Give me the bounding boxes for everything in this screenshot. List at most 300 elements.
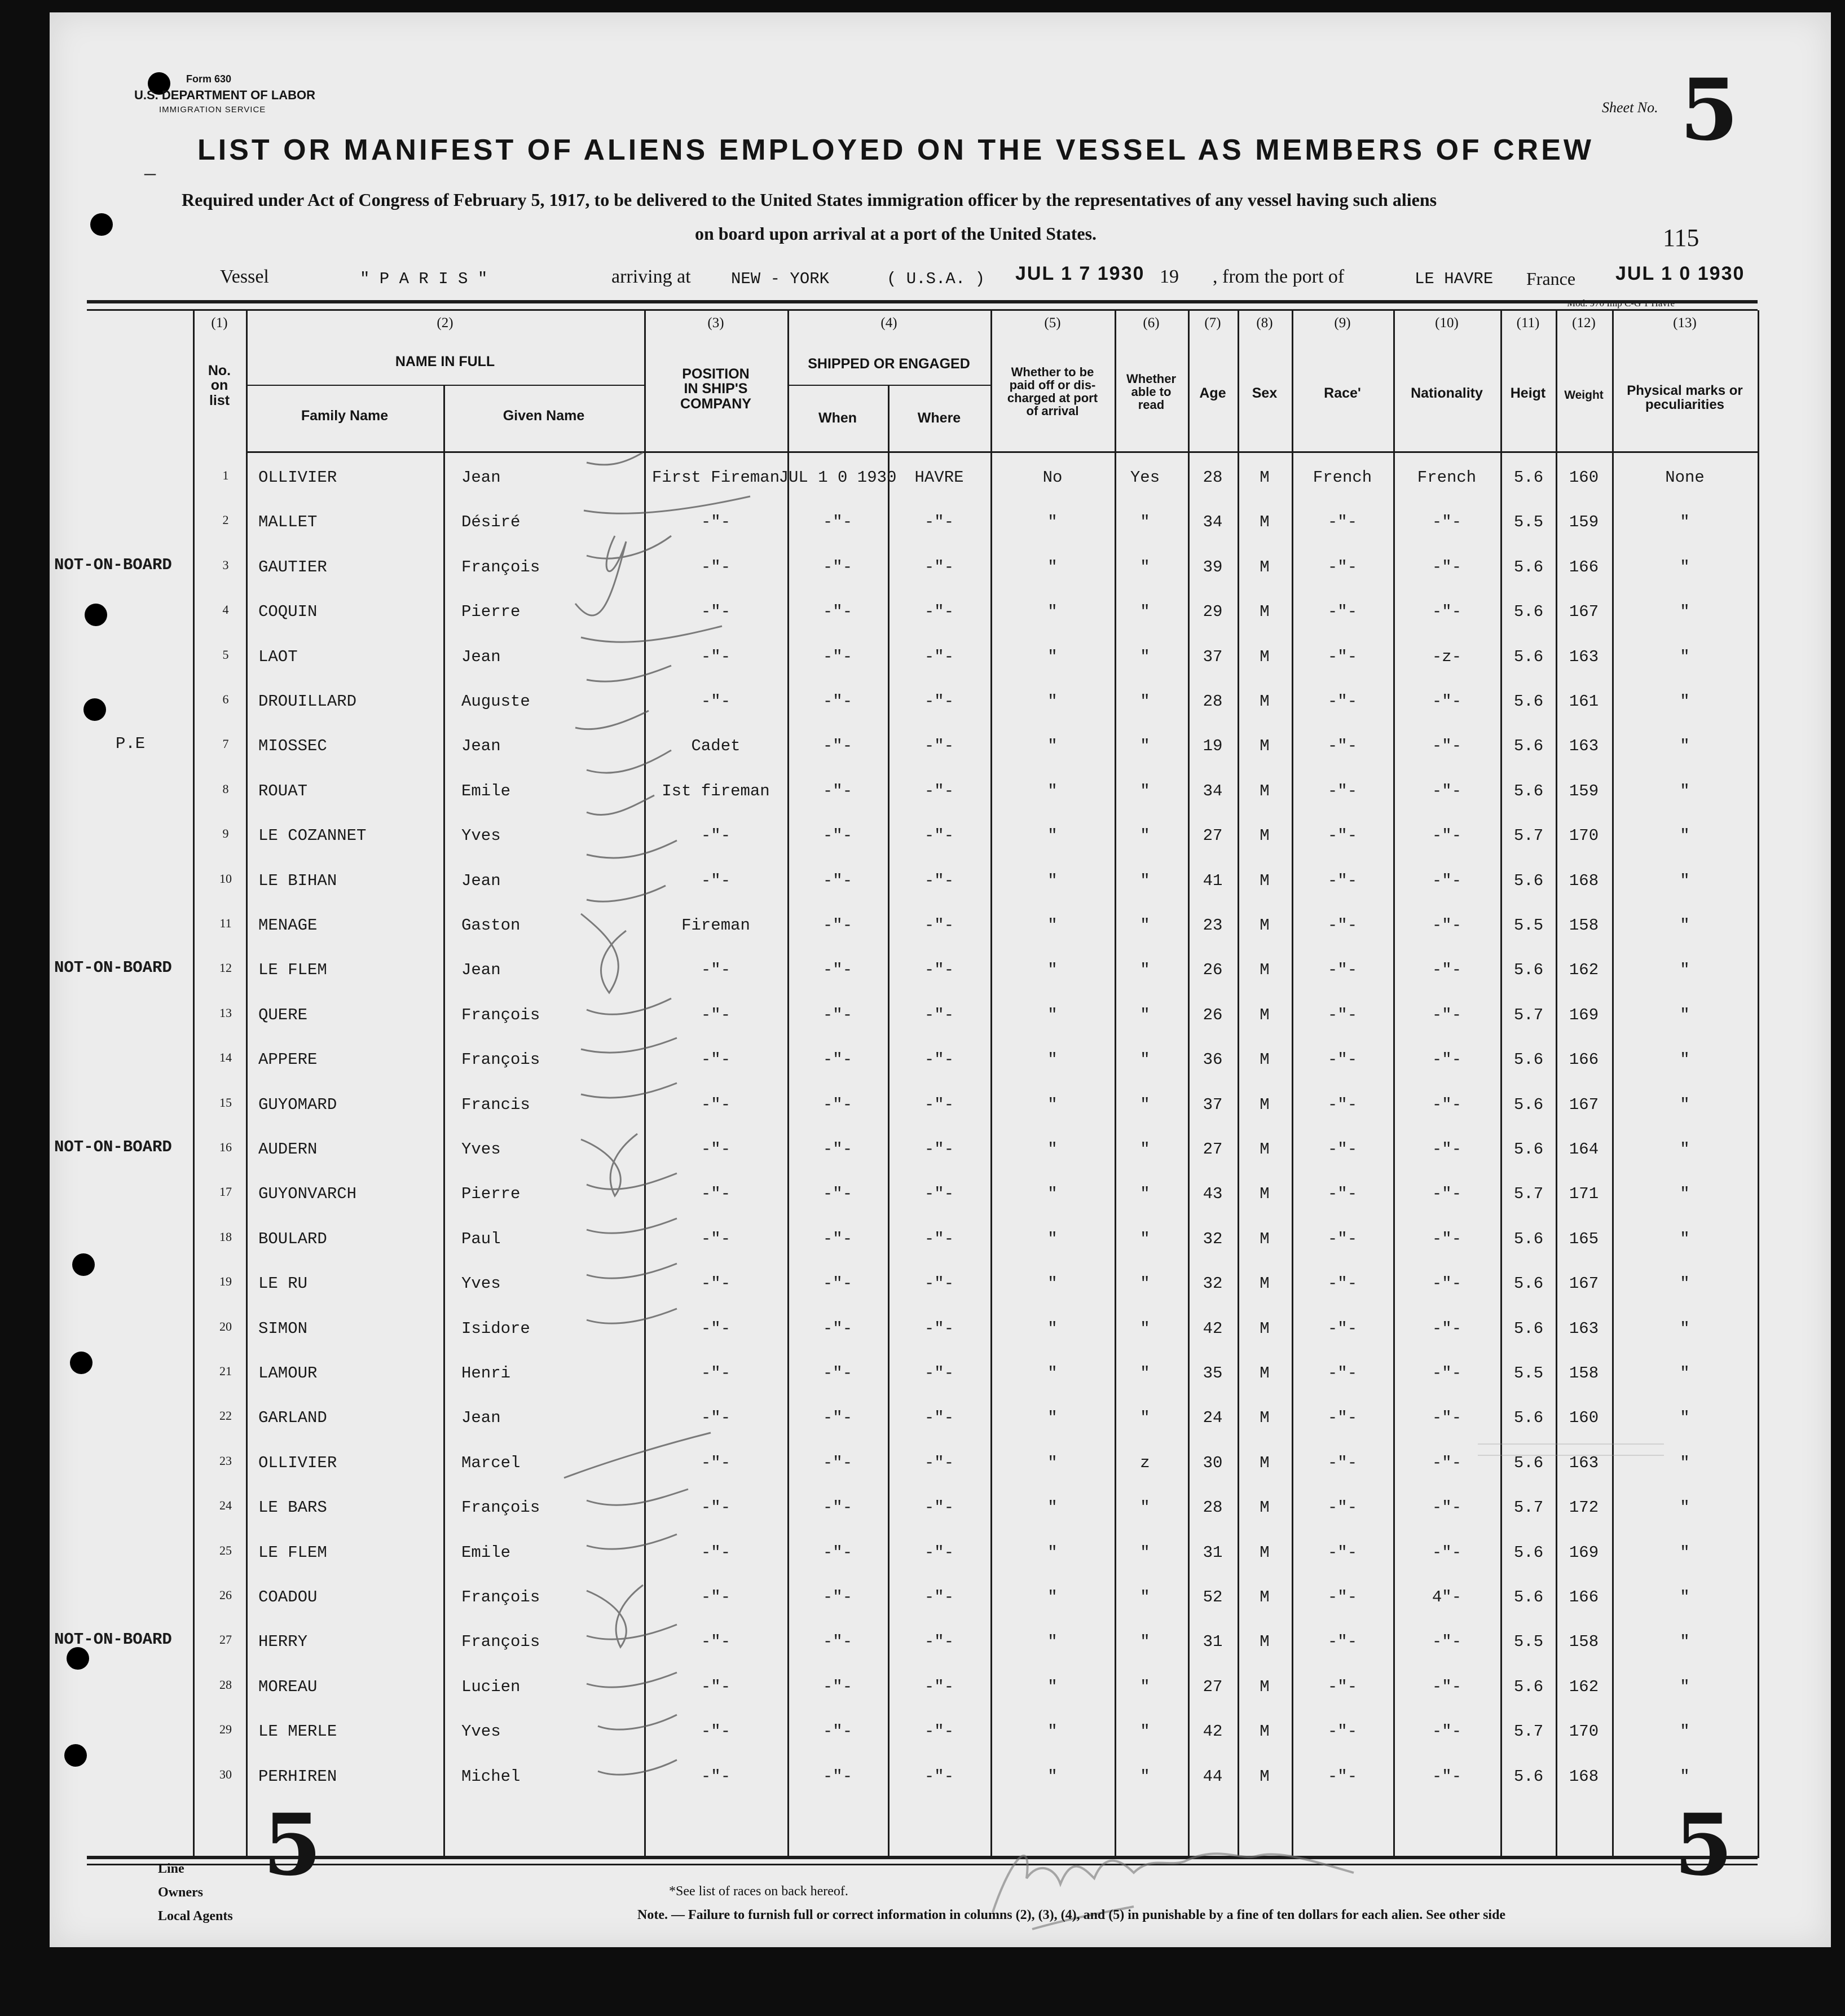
col-rule bbox=[1115, 310, 1116, 1858]
race: -"- bbox=[1327, 916, 1358, 935]
row-number: 10 bbox=[219, 871, 232, 886]
punch-hole bbox=[85, 604, 107, 626]
row-number: 4 bbox=[222, 602, 229, 617]
shipped-header: SHIPPED OR ENGAGED bbox=[808, 356, 970, 372]
family-name: LE RU bbox=[258, 1274, 308, 1293]
height: 5.6 bbox=[1513, 1229, 1544, 1248]
subtitle-line-1: Required under Act of Congress of February 5, 1917, to be delivered to the United States immigration officer by the representatives of any vessel having such aliens bbox=[182, 190, 1437, 210]
height: 5.6 bbox=[1513, 1095, 1544, 1114]
physical-marks: " bbox=[1680, 1050, 1690, 1069]
sex: M bbox=[1260, 1140, 1270, 1159]
nationality: -"- bbox=[1432, 1408, 1462, 1428]
family-name: OLLIVIER bbox=[258, 468, 337, 487]
shipped-when: -"- bbox=[822, 1274, 853, 1293]
age: 28 bbox=[1203, 1498, 1223, 1517]
family-name: PERHIREN bbox=[258, 1767, 337, 1786]
physical-marks: " bbox=[1680, 1722, 1690, 1741]
weight: 170 bbox=[1569, 826, 1599, 846]
race: -"- bbox=[1327, 1767, 1358, 1786]
shipped-where: -"- bbox=[924, 781, 954, 800]
shipped-when: -"- bbox=[822, 1185, 853, 1204]
physical-marks-header: Physical marks or peculiarities bbox=[1627, 383, 1743, 413]
form-number: Form 630 bbox=[186, 73, 232, 85]
shipped-when: JUL 1 0 1930 bbox=[778, 468, 897, 487]
height: 5.6 bbox=[1513, 1408, 1544, 1428]
paid-off: " bbox=[1047, 1274, 1058, 1293]
paid-off: " bbox=[1047, 781, 1058, 800]
shipped-where: -"- bbox=[924, 692, 954, 711]
position: -"- bbox=[701, 1185, 731, 1204]
from-port-label: , from the port of bbox=[1213, 266, 1345, 287]
position: -"- bbox=[701, 513, 731, 532]
height: 5.5 bbox=[1513, 1364, 1544, 1383]
sex: M bbox=[1260, 557, 1270, 576]
sex: M bbox=[1260, 1543, 1270, 1562]
paid-off: " bbox=[1047, 1767, 1058, 1786]
row-number: 2 bbox=[222, 513, 229, 527]
col3-number: (3) bbox=[707, 315, 724, 331]
able-to-read: " bbox=[1140, 1364, 1150, 1383]
able-to-read: " bbox=[1140, 961, 1150, 980]
family-name: GUYOMARD bbox=[258, 1095, 337, 1114]
weight: 172 bbox=[1569, 1498, 1599, 1517]
given-name: Pierre bbox=[461, 602, 521, 622]
shipped-where: -"- bbox=[924, 647, 954, 666]
row-number: 22 bbox=[219, 1408, 232, 1423]
nationality-header: Nationality bbox=[1411, 385, 1483, 401]
physical-marks: " bbox=[1680, 1498, 1690, 1517]
family-name: APPERE bbox=[258, 1050, 318, 1069]
local-agents-label: Local Agents bbox=[158, 1909, 233, 1923]
given-name: Michel bbox=[461, 1767, 521, 1786]
weight: 158 bbox=[1569, 1364, 1599, 1383]
paid-off: " bbox=[1047, 1229, 1058, 1248]
given-name: Jean bbox=[461, 647, 501, 666]
age: 32 bbox=[1203, 1229, 1223, 1248]
sex: M bbox=[1260, 1677, 1270, 1696]
not-on-board-stamp: NOT-ON-BOARD bbox=[54, 1138, 172, 1156]
given-name: François bbox=[461, 1588, 540, 1606]
race: French bbox=[1313, 468, 1372, 487]
shipped-where: -"- bbox=[924, 602, 954, 622]
race: -"- bbox=[1327, 692, 1358, 711]
col13-number: (13) bbox=[1673, 315, 1697, 331]
race: -"- bbox=[1327, 1453, 1358, 1472]
shipped-when: -"- bbox=[822, 1767, 853, 1786]
shipped-where: -"- bbox=[924, 1722, 954, 1741]
shipped-where: HAVRE bbox=[914, 468, 964, 487]
paid-off: " bbox=[1047, 602, 1058, 622]
physical-marks: " bbox=[1680, 1095, 1690, 1114]
position: -"- bbox=[701, 1543, 731, 1562]
sex: M bbox=[1260, 1408, 1270, 1428]
sex: M bbox=[1260, 916, 1270, 935]
weight: 163 bbox=[1569, 1319, 1599, 1338]
physical-marks: " bbox=[1680, 1408, 1690, 1428]
family-name: HERRY bbox=[258, 1632, 308, 1652]
races-note: *See list of races on back hereof. bbox=[669, 1884, 848, 1899]
sex: M bbox=[1260, 737, 1270, 756]
race: -"- bbox=[1327, 1319, 1358, 1338]
vessel-label: Vessel bbox=[220, 266, 269, 287]
sex: M bbox=[1260, 647, 1270, 666]
able-to-read: " bbox=[1140, 692, 1150, 711]
height: 5.6 bbox=[1513, 1140, 1544, 1159]
able-to-read: " bbox=[1140, 1632, 1150, 1652]
paid-off: " bbox=[1047, 1185, 1058, 1204]
col-rule bbox=[888, 385, 890, 1858]
able-to-read: " bbox=[1140, 1767, 1150, 1786]
col6-number: (6) bbox=[1143, 315, 1160, 331]
given-name: Jean bbox=[461, 961, 501, 980]
arrival-date-stamp: JUL 1 7 1930 bbox=[1015, 263, 1145, 284]
shipped-when: -"- bbox=[822, 1543, 853, 1562]
position: -"- bbox=[701, 871, 731, 890]
race: -"- bbox=[1327, 1274, 1358, 1293]
when-header: When bbox=[818, 410, 857, 426]
paid-off: " bbox=[1047, 692, 1058, 711]
shipped-where: -"- bbox=[924, 1274, 954, 1293]
race: -"- bbox=[1327, 1229, 1358, 1248]
weight: 159 bbox=[1569, 513, 1599, 532]
family-name: LAOT bbox=[258, 647, 298, 666]
given-name-header: Given Name bbox=[503, 408, 585, 424]
height: 5.6 bbox=[1513, 1677, 1544, 1696]
paid-off: " bbox=[1047, 1095, 1058, 1114]
table-top-rule-thin bbox=[87, 309, 1758, 311]
row-number: 18 bbox=[219, 1229, 232, 1244]
header-bottom-rule bbox=[246, 451, 1758, 453]
position: -"- bbox=[701, 602, 731, 622]
table-top-rule bbox=[87, 300, 1758, 303]
position: -"- bbox=[701, 1005, 731, 1024]
nationality: -"- bbox=[1432, 602, 1462, 622]
height: 5.6 bbox=[1513, 1319, 1544, 1338]
physical-marks: " bbox=[1680, 916, 1690, 935]
able-to-read: " bbox=[1140, 871, 1150, 890]
family-name: LE FLEM bbox=[258, 1543, 327, 1562]
age: 42 bbox=[1203, 1319, 1223, 1338]
table-bottom-rule bbox=[87, 1856, 1758, 1859]
nationality: -"- bbox=[1432, 916, 1462, 935]
family-name: LE BARS bbox=[258, 1498, 327, 1517]
printer-mark bbox=[1567, 298, 1675, 309]
year-prefix: 19 bbox=[1160, 266, 1179, 287]
position: -"- bbox=[701, 1453, 731, 1472]
row-number: 15 bbox=[219, 1095, 232, 1110]
paid-off: " bbox=[1047, 871, 1058, 890]
able-to-read: " bbox=[1140, 1543, 1150, 1562]
race: -"- bbox=[1327, 826, 1358, 846]
punch-hole bbox=[83, 698, 106, 721]
position: -"- bbox=[701, 1319, 731, 1338]
race: -"- bbox=[1327, 1185, 1358, 1204]
nationality: -"- bbox=[1432, 513, 1462, 532]
nationality: -"- bbox=[1432, 1319, 1462, 1338]
given-name: Jean bbox=[461, 1408, 501, 1428]
given-name: Yves bbox=[461, 826, 501, 846]
position: -"- bbox=[701, 1364, 731, 1383]
height: 5.6 bbox=[1513, 781, 1544, 800]
able-to-read: " bbox=[1140, 1229, 1150, 1248]
row-number: 13 bbox=[219, 1005, 232, 1020]
position: -"- bbox=[701, 961, 731, 980]
shipped-when: -"- bbox=[822, 1319, 853, 1338]
family-name: MIOSSEC bbox=[258, 737, 327, 756]
col1-header: No. on list bbox=[208, 363, 231, 408]
line-label: Line bbox=[158, 1861, 184, 1876]
sex: M bbox=[1260, 1632, 1270, 1652]
position: -"- bbox=[701, 557, 731, 576]
age: 39 bbox=[1203, 557, 1223, 576]
physical-marks: " bbox=[1680, 1229, 1690, 1248]
col-rule bbox=[1500, 310, 1502, 1858]
paid-off: " bbox=[1047, 737, 1058, 756]
shipped-when: -"- bbox=[822, 961, 853, 980]
arriving-port: NEW - YORK bbox=[731, 270, 830, 288]
family-name: DROUILLARD bbox=[258, 692, 357, 711]
col-rule bbox=[1758, 310, 1759, 1858]
race: -"- bbox=[1327, 647, 1358, 666]
family-name: LE FLEM bbox=[258, 961, 327, 980]
age: 27 bbox=[1203, 1140, 1223, 1159]
dash-mark: – bbox=[144, 160, 156, 185]
nationality: -"- bbox=[1432, 781, 1462, 800]
able-to-read: " bbox=[1140, 1274, 1150, 1293]
shipped-where: -"- bbox=[924, 916, 954, 935]
age: 52 bbox=[1203, 1588, 1223, 1606]
shipped-when: -"- bbox=[822, 871, 853, 890]
paid-off: " bbox=[1047, 513, 1058, 532]
nationality: -"- bbox=[1432, 871, 1462, 890]
position-header: POSITION IN SHIP'S COMPANY bbox=[680, 366, 751, 412]
position: -"- bbox=[701, 1677, 731, 1696]
row-number: 30 bbox=[219, 1767, 232, 1781]
nationality: -"- bbox=[1432, 1767, 1462, 1786]
family-name: OLLIVIER bbox=[258, 1453, 337, 1472]
given-name: Jean bbox=[461, 737, 501, 756]
paid-off: " bbox=[1047, 1364, 1058, 1383]
nationality: -"- bbox=[1432, 1140, 1462, 1159]
sex: M bbox=[1260, 692, 1270, 711]
able-to-read: " bbox=[1140, 1050, 1150, 1069]
sex: M bbox=[1260, 1274, 1270, 1293]
family-name: MOREAU bbox=[258, 1677, 318, 1696]
paid-off: No bbox=[1042, 468, 1063, 487]
nationality: -"- bbox=[1432, 961, 1462, 980]
physical-marks: " bbox=[1680, 871, 1690, 890]
family-name: GAUTIER bbox=[258, 557, 327, 576]
nationality: 4"- bbox=[1432, 1588, 1462, 1606]
able-to-read: " bbox=[1140, 737, 1150, 756]
able-to-read: " bbox=[1140, 557, 1150, 576]
position: Cadet bbox=[691, 737, 741, 756]
nationality: -"- bbox=[1432, 1095, 1462, 1114]
shipped-where: -"- bbox=[924, 961, 954, 980]
position: -"- bbox=[701, 1140, 731, 1159]
paid-off: " bbox=[1047, 1408, 1058, 1428]
owners-label: Owners bbox=[158, 1885, 203, 1900]
given-name: François bbox=[461, 1050, 540, 1069]
race: -"- bbox=[1327, 1140, 1358, 1159]
physical-marks: " bbox=[1680, 737, 1690, 756]
age: 28 bbox=[1203, 468, 1223, 487]
position: -"- bbox=[701, 1588, 731, 1606]
race: -"- bbox=[1327, 513, 1358, 532]
shipped-when: -"- bbox=[822, 1050, 853, 1069]
age: 29 bbox=[1203, 602, 1223, 622]
paid-off: " bbox=[1047, 1140, 1058, 1159]
able-to-read: " bbox=[1140, 1498, 1150, 1517]
height: 5.5 bbox=[1513, 513, 1544, 532]
family-name: ROUAT bbox=[258, 781, 308, 800]
physical-marks: " bbox=[1680, 826, 1690, 846]
row-number: 16 bbox=[219, 1140, 232, 1154]
physical-marks: " bbox=[1680, 1453, 1690, 1472]
position: -"- bbox=[701, 1050, 731, 1069]
physical-marks: " bbox=[1680, 961, 1690, 980]
able-to-read: " bbox=[1140, 1677, 1150, 1696]
given-name: Francis bbox=[461, 1095, 530, 1114]
shipped-when: -"- bbox=[822, 916, 853, 935]
weight: 169 bbox=[1569, 1543, 1599, 1562]
height: 5.6 bbox=[1513, 1453, 1544, 1472]
shipped-when: -"- bbox=[822, 1677, 853, 1696]
weight: 166 bbox=[1569, 557, 1599, 576]
given-name: Désiré bbox=[461, 513, 521, 532]
age: 35 bbox=[1203, 1364, 1223, 1383]
height: 5.6 bbox=[1513, 1274, 1544, 1293]
able-to-read: " bbox=[1140, 1095, 1150, 1114]
race: -"- bbox=[1327, 1050, 1358, 1069]
physical-marks: " bbox=[1680, 1185, 1690, 1204]
row-number: 7 bbox=[222, 737, 229, 751]
physical-marks: " bbox=[1680, 513, 1690, 532]
able-to-read: " bbox=[1140, 1408, 1150, 1428]
height: 5.6 bbox=[1513, 1543, 1544, 1562]
shipped-when: -"- bbox=[822, 1588, 853, 1606]
sex: M bbox=[1260, 1767, 1270, 1786]
weight: 170 bbox=[1569, 1722, 1599, 1741]
position: -"- bbox=[701, 1767, 731, 1786]
race: -"- bbox=[1327, 1588, 1358, 1606]
from-country: France bbox=[1526, 268, 1576, 289]
sex: M bbox=[1260, 1095, 1270, 1114]
sex: M bbox=[1260, 513, 1270, 532]
nationality: -"- bbox=[1432, 1543, 1462, 1562]
nationality: -"- bbox=[1432, 1274, 1462, 1293]
nationality: -"- bbox=[1432, 737, 1462, 756]
family-name: BOULARD bbox=[258, 1229, 327, 1248]
given-name: Isidore bbox=[461, 1319, 530, 1338]
given-name: Yves bbox=[461, 1140, 501, 1159]
col8-number: (8) bbox=[1256, 315, 1273, 331]
row-number: 6 bbox=[222, 692, 229, 706]
row-number: 26 bbox=[219, 1588, 232, 1602]
physical-marks: " bbox=[1680, 781, 1690, 800]
sheet-label: Sheet No. bbox=[1602, 99, 1658, 116]
given-name: François bbox=[461, 1632, 540, 1652]
shipped-when: -"- bbox=[822, 781, 853, 800]
col-rule bbox=[1393, 310, 1395, 1858]
family-name-header: Family Name bbox=[301, 408, 389, 424]
sex: M bbox=[1260, 1185, 1270, 1204]
sheet-number: 5 bbox=[1680, 60, 1739, 160]
height: 5.7 bbox=[1513, 826, 1544, 846]
race: -"- bbox=[1327, 1722, 1358, 1741]
race: -"- bbox=[1327, 557, 1358, 576]
physical-marks: " bbox=[1680, 647, 1690, 666]
weight: 160 bbox=[1569, 1408, 1599, 1428]
row-number: 27 bbox=[219, 1632, 232, 1647]
shipped-when: -"- bbox=[822, 1408, 853, 1428]
nationality: -"- bbox=[1432, 692, 1462, 711]
col2-header: NAME IN FULL bbox=[395, 354, 495, 369]
weight: 167 bbox=[1569, 602, 1599, 622]
page-mark-left: 5 bbox=[263, 1795, 322, 1895]
nationality: -"- bbox=[1432, 1364, 1462, 1383]
position: -"- bbox=[701, 1632, 731, 1652]
penalty-note: Note. — Failure to furnish full or correct information in columns (2), (3), (4), and (5) in punishable by a fine of ten dollars for each alien. See other side bbox=[637, 1908, 1506, 1922]
row-number: 3 bbox=[222, 557, 229, 572]
age: 32 bbox=[1203, 1274, 1223, 1293]
not-on-board-stamp: NOT-ON-BOARD bbox=[54, 958, 172, 978]
row-number: 5 bbox=[222, 647, 229, 662]
shipped-when: -"- bbox=[822, 1453, 853, 1472]
height: 5.6 bbox=[1513, 961, 1544, 980]
physical-marks: " bbox=[1680, 1767, 1690, 1786]
table-bottom-rule-thin bbox=[87, 1864, 1758, 1865]
nationality: French bbox=[1417, 468, 1477, 487]
height: 5.6 bbox=[1513, 557, 1544, 576]
family-name: QUERE bbox=[258, 1005, 308, 1024]
col1-number: (1) bbox=[211, 315, 228, 331]
from-port: LE HAVRE bbox=[1415, 270, 1494, 288]
row-number: 19 bbox=[219, 1274, 232, 1289]
row-number: 23 bbox=[219, 1453, 232, 1468]
race: -"- bbox=[1327, 961, 1358, 980]
shipped-where: -"- bbox=[924, 1229, 954, 1248]
age: 27 bbox=[1203, 1677, 1223, 1696]
nationality: -"- bbox=[1432, 1677, 1462, 1696]
shipped-when: -"- bbox=[822, 513, 853, 532]
shipped-where: -"- bbox=[924, 1632, 954, 1652]
given-name: François bbox=[461, 1498, 540, 1517]
height: 5.6 bbox=[1513, 1050, 1544, 1069]
weight-header: Weight bbox=[1564, 389, 1604, 402]
height-header: Heigt bbox=[1510, 385, 1546, 401]
age: 44 bbox=[1203, 1767, 1223, 1786]
given-name: Yves bbox=[461, 1722, 501, 1741]
sex: M bbox=[1260, 961, 1270, 980]
col-rule bbox=[443, 385, 445, 1858]
sex: M bbox=[1260, 1588, 1270, 1606]
paid-off: " bbox=[1047, 1453, 1058, 1472]
race: -"- bbox=[1327, 1543, 1358, 1562]
age: 30 bbox=[1203, 1453, 1223, 1472]
height: 5.6 bbox=[1513, 1588, 1544, 1606]
sex-header: Sex bbox=[1252, 385, 1278, 401]
not-on-board-stamp: NOT-ON-BOARD bbox=[54, 1630, 172, 1649]
shipped-where: -"- bbox=[924, 1140, 954, 1159]
given-name: Pierre bbox=[461, 1185, 521, 1204]
able-to-read: Yes bbox=[1130, 468, 1160, 487]
paid-off: " bbox=[1047, 1319, 1058, 1338]
physical-marks: " bbox=[1680, 1274, 1690, 1293]
height: 5.6 bbox=[1513, 468, 1544, 487]
given-name: Jean bbox=[461, 468, 501, 487]
shipped-where: -"- bbox=[924, 1677, 954, 1696]
